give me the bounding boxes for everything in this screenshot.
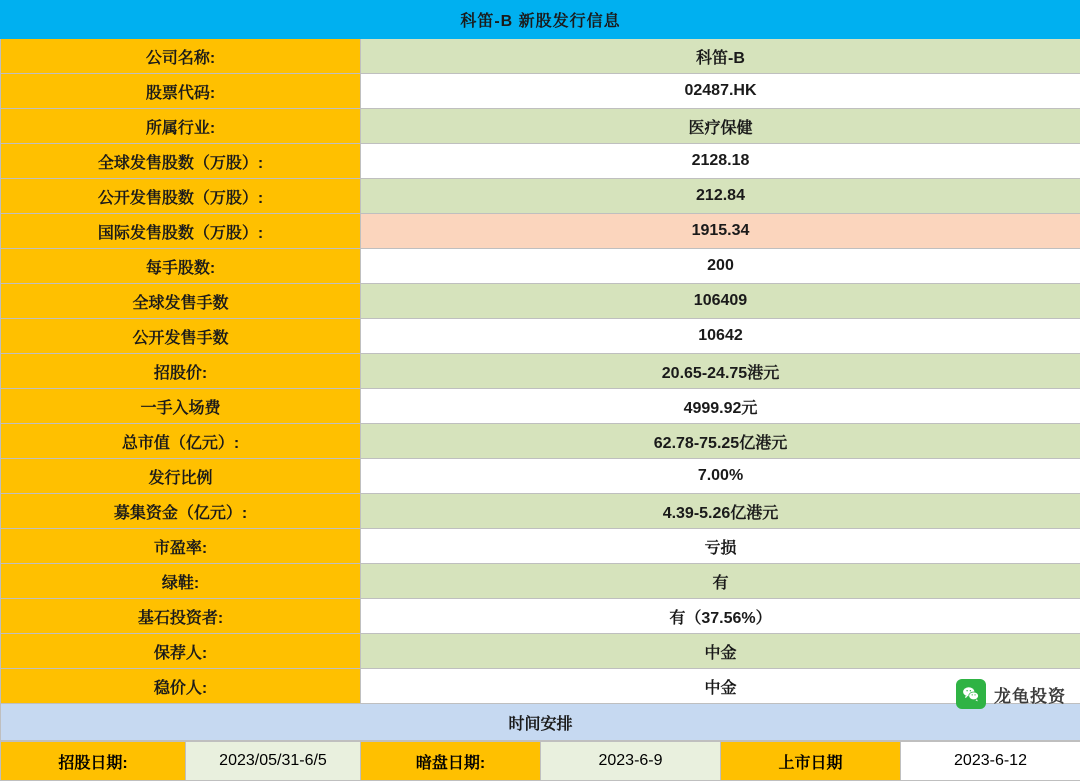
row-value: 2128.18 [361,144,1080,179]
schedule-value-listing-date: 2023-6-12 [901,742,1080,781]
table-row [1,529,1080,564]
row-value: 1915.34 [361,214,1080,249]
table-row [1,669,1080,704]
table-body [1,1,1080,741]
row-value: 有 [361,564,1080,599]
row-value: 7.00% [361,459,1080,494]
table-row [1,389,1080,424]
row-label: 基石投资者: [1,599,361,634]
row-value: 200 [361,249,1080,284]
row-value: 62.78-75.25亿港元 [361,424,1080,459]
row-label: 国际发售股数（万股）: [1,214,361,249]
row-label: 保荐人: [1,634,361,669]
schedule-value-grey-market-date: 2023-6-9 [541,742,721,781]
schedule-label-grey-market-date: 暗盘日期: [361,742,541,781]
table-row [1,249,1080,284]
table-row [1,179,1080,214]
row-label: 招股价: [1,354,361,389]
row-label: 每手股数: [1,249,361,284]
watermark-text: 龙龟投资 [994,682,1066,707]
row-value: 科笛-B [361,39,1080,74]
table-row [1,599,1080,634]
table-row [1,634,1080,669]
schedule-table [0,741,1080,781]
table-row [1,39,1080,74]
row-value: 10642 [361,319,1080,354]
row-value: 212.84 [361,179,1080,214]
row-label: 全球发售股数（万股）: [1,144,361,179]
wechat-icon [956,679,986,709]
row-label: 总市值（亿元）: [1,424,361,459]
row-label: 公开发售手数 [1,319,361,354]
row-value: 亏损 [361,529,1080,564]
row-label: 稳价人: [1,669,361,704]
row-label: 市盈率: [1,529,361,564]
schedule-label-offering-date: 招股日期: [1,742,186,781]
row-label: 公开发售股数（万股）: [1,179,361,214]
table-row [1,424,1080,459]
row-value: 医疗保健 [361,109,1080,144]
schedule-body [1,742,1080,781]
row-value: 106409 [361,284,1080,319]
table-row [1,109,1080,144]
table-row [1,494,1080,529]
row-value: 02487.HK [361,74,1080,109]
table-row [1,214,1080,249]
page-title: 科笛-B 新股发行信息 [1,1,1080,39]
table-row [1,284,1080,319]
table-row [1,144,1080,179]
schedule-row [1,742,1080,781]
row-value: 中金 [361,634,1080,669]
table-row [1,459,1080,494]
row-label: 绿鞋: [1,564,361,599]
title-row [1,1,1080,39]
schedule-section-row [1,704,1080,741]
row-value: 20.65-24.75港元 [361,354,1080,389]
table-row [1,74,1080,109]
row-label: 募集资金（亿元）: [1,494,361,529]
row-label: 全球发售手数 [1,284,361,319]
row-label: 发行比例 [1,459,361,494]
row-value: 有（37.56%） [361,599,1080,634]
row-label: 所属行业: [1,109,361,144]
watermark [950,677,1072,711]
table-row [1,564,1080,599]
table-row [1,319,1080,354]
row-value: 4999.92元 [361,389,1080,424]
schedule-section-title: 时间安排 [1,704,1080,741]
row-label: 公司名称: [1,39,361,74]
row-value: 4.39-5.26亿港元 [361,494,1080,529]
row-label: 股票代码: [1,74,361,109]
schedule-value-offering-date: 2023/05/31-6/5 [186,742,361,781]
row-value: 中金 [361,669,1080,704]
table-row [1,354,1080,389]
schedule-label-listing-date: 上市日期 [721,742,901,781]
row-label: 一手入场费 [1,389,361,424]
